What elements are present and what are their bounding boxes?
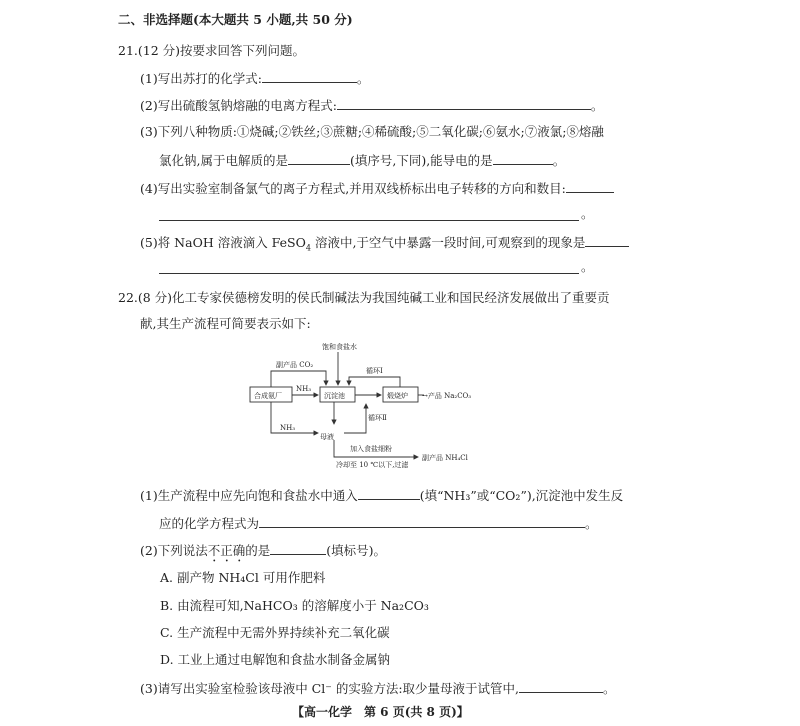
label-cooling: 冷却至 10 ℃以下,过滤	[336, 461, 409, 469]
q21-part5-text-b: 溶液中,于空气中暴露一段时间,可观察到的现象是	[310, 235, 586, 250]
subscript: 4	[305, 243, 311, 253]
q21-part5-text-a: (5)将 NaOH 溶液滴入 FeSO	[140, 235, 306, 250]
label-cycle-2: 循环Ⅱ	[368, 414, 387, 422]
punct: 。	[581, 206, 594, 221]
q22-part3	[140, 680, 616, 697]
answer-blank[interactable]	[288, 152, 350, 165]
q21-part4	[140, 180, 614, 197]
option-c: C. 生产流程中无需外界持续补充二氧化碳	[160, 625, 390, 640]
q21-part1-text: (1)写出苏打的化学式:	[140, 71, 262, 86]
q22-part1-text-b: (填“NH₃”或“CO₂”),沉淀池中发生反	[419, 488, 624, 503]
label-mother-liquor: 母液	[320, 433, 334, 441]
page-footer: 【高一化学 第 6 页(共 8 页)】	[292, 705, 469, 719]
q22-stem-line2: 献,其生产流程可简要表示如下:	[140, 316, 311, 331]
q22-part2-text-a: (2)下列说法	[140, 543, 208, 558]
label-byproduct-co2: 副产品 CO₂	[276, 361, 314, 369]
q22-part2-text-b: 的是	[245, 543, 271, 558]
punct: 。	[581, 259, 594, 274]
label-byproduct-nh4cl: 副产品 NH₄Cl	[422, 454, 468, 462]
punct: 。	[590, 98, 604, 113]
q21-part5	[140, 234, 629, 257]
q22-part1-text-a: (1)生产流程中应先向饱和食盐水中通入	[140, 488, 358, 503]
q21-part3-line2	[159, 152, 565, 169]
label-settling-tank: 沉淀池	[324, 392, 345, 400]
option-d: D. 工业上通过电解饱和食盐水制备金属钠	[160, 652, 391, 667]
label-nh3-bottom: NH₃	[280, 424, 296, 432]
answer-blank[interactable]	[262, 70, 357, 83]
answer-blank[interactable]	[358, 487, 420, 500]
q21-part2	[140, 97, 603, 114]
q22-part3-text: (3)请写出实验室检验该母液中 Cl⁻ 的实验方法:取少量母液于试管中,	[140, 681, 519, 696]
q22-part2-text-c: (填标号)。	[326, 543, 387, 558]
q21-part3-line1: (3)下列八种物质:①烧碱;②铁丝;③蔗糖;④稀硫酸;⑤二氧化碳;⑥氨水;⑦液氯;⑧熔融	[140, 124, 604, 139]
punct: 。	[585, 516, 598, 531]
q21-part3-text-b: (填序号,下同),能导电的是	[349, 153, 493, 168]
option-b: B. 由流程可知,NaHCO₃ 的溶解度小于 Na₂CO₃	[160, 598, 429, 613]
q21-stem: 21.(12 分)按要求回答下列问题。	[118, 43, 306, 58]
production-flow-diagram	[240, 340, 500, 470]
answer-blank[interactable]	[493, 152, 553, 165]
q22-part1-text-c: 应的化学方程式为	[159, 516, 260, 531]
q21-part1	[140, 70, 369, 87]
punct: 。	[356, 71, 370, 86]
answer-blank[interactable]	[259, 515, 585, 528]
label-ammonia-plant: 合成氨厂	[254, 392, 282, 400]
label-product: →产品 Na₂CO₃	[422, 392, 472, 400]
punct: 。	[552, 153, 566, 168]
punct: 。	[603, 681, 616, 696]
answer-blank[interactable]	[519, 680, 603, 693]
q22-stem-line1: 22.(8 分)化工专家侯德榜发明的侯氏制碱法为我国纯碱工业和国民经济发展做出了重要贡	[118, 290, 610, 305]
answer-blank[interactable]	[270, 542, 326, 555]
section-title: 二、非选择题(本大题共 5 小题,共 50 分)	[118, 12, 353, 27]
answer-blank[interactable]	[337, 97, 591, 110]
q22-part2	[140, 542, 386, 565]
label-calciner: 煅烧炉	[387, 392, 408, 400]
q21-part4-text: (4)写出实验室制备氯气的离子方程式,并用双线桥标出电子转移的方向和数目:	[140, 181, 566, 196]
q22-part1-line2	[159, 515, 598, 532]
answer-blank[interactable]	[585, 234, 629, 247]
q22-part1-line1	[140, 487, 623, 504]
label-saturated-brine: 饱和食盐水	[322, 343, 357, 351]
answer-line[interactable]	[159, 273, 579, 274]
answer-blank[interactable]	[566, 180, 614, 193]
q21-part3-text-a: 氯化钠,属于电解质的是	[159, 153, 288, 168]
label-nh3-top: NH₃	[296, 385, 312, 393]
emphasis-not-correct: 不正确	[207, 543, 246, 558]
option-a: A. 副产物 NH₄Cl 可用作肥料	[160, 570, 326, 585]
q21-part2-text: (2)写出硫酸氢钠熔融的电离方程式:	[140, 98, 337, 113]
label-cycle-1: 循环Ⅰ	[366, 367, 383, 375]
label-add-salt: 加入食盐细粉	[350, 445, 392, 453]
answer-line[interactable]	[159, 220, 579, 221]
